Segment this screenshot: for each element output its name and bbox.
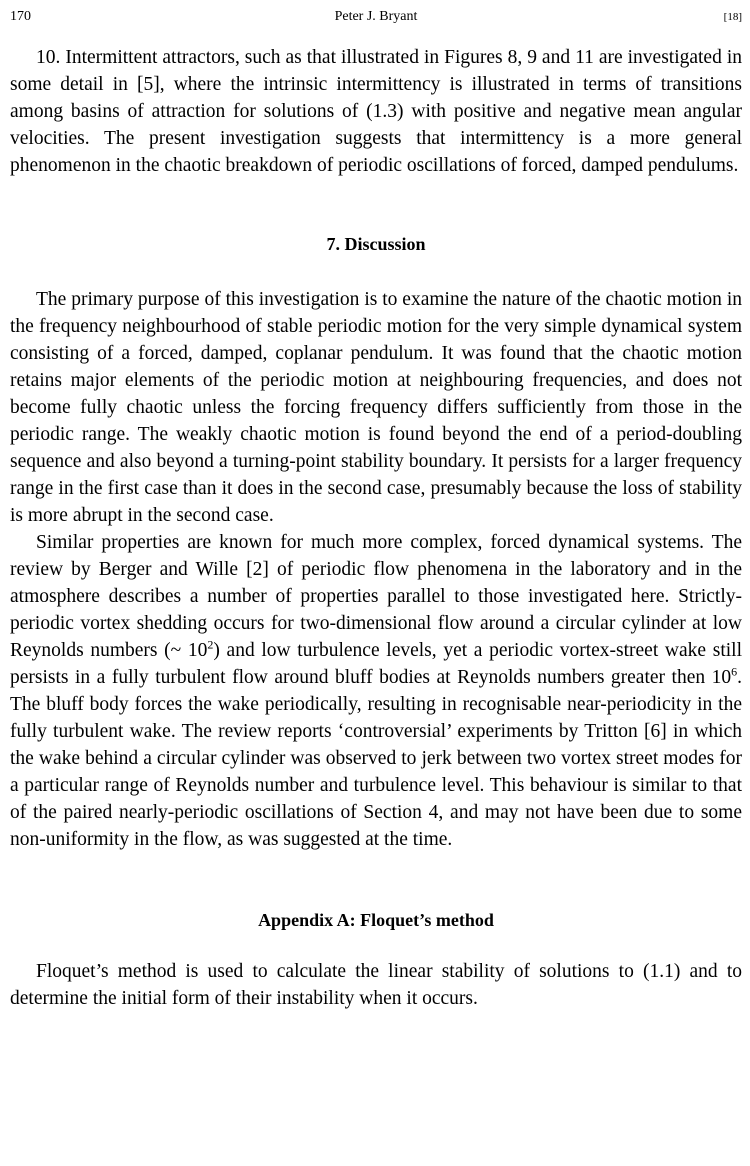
discussion-heading: 7. Discussion <box>326 234 426 254</box>
discussion-paragraph-2-part-b: ) and low turbulence levels, yet a periodic vortex-street wake still persists in a fully turbulent flow around bluff bodies at Reynolds numbers greater then 10 <box>10 640 742 688</box>
discussion-paragraph-2-part-c: . The bluff body forces the wake periodically, resulting in recognisable near-periodicity in the fully turbulent wake. The review reports ‘controversial’ experiments by Tritton [6] in which the wake behind a circular cylinder was observed to jerk between two vortex street modes for a particular range of Reynolds number and turbulence level. This behaviour is similar to that of the paired nearly-periodic oscillations of Section 4, and may not have been due to some non-uniformity in the flow, as was suggested at the time. <box>10 667 742 850</box>
running-head <box>10 6 742 28</box>
exponent-6: 6 <box>731 664 738 679</box>
discussion-paragraph-2 <box>10 529 742 853</box>
discussion-paragraph-1: The primary purpose of this investigation is to examine the nature of the chaotic motion in the frequency neighbourhood of stable periodic motion for the very simple dynamical system consisting of a forced, damped, coplanar pendulum. It was found that the chaotic motion retains major elements of the periodic motion at neighbouring frequencies, and does not become fully chaotic unless the forcing frequency differs sufficiently from those in the periodic range. The weakly chaotic motion is found beyond the end of a period-doubling sequence and also beyond a turning-point stability boundary. It persists for a larger frequency range in the first case than it does in the second case, presumably because the loss of stability is more abrupt in the second case. <box>10 289 742 526</box>
exponent-2: 2 <box>207 637 214 652</box>
appendix-heading: Appendix A: Floquet’s method <box>258 910 494 930</box>
page-number: 170 <box>10 9 31 24</box>
discussion-paragraph-2-part-a: Similar properties are known for much more complex, forced dynamical systems. The review by Berger and Wille [2] of periodic flow phenomena in the laboratory and in the atmosphere describes a number of properties parallel to those investigated here. Strictly-periodic vortex shedding occurs for two-dimensional flow around a circular cylinder at low Reynolds numbers (~ 10 <box>10 532 742 661</box>
intermittency-paragraph: 10. Intermittent attractors, such as that illustrated in Figures 8, 9 and 11 are investigated in some detail in [5], where the intrinsic intermittency is illustrated in terms of transitions among basins of attraction for solutions of (1.3) with positive and negative mean angular velocities. The present investigation suggests that intermittency is a more general phenomenon in the chaotic breakdown of periodic oscillations of forced, damped pendulums. <box>10 47 742 176</box>
page <box>10 6 742 1012</box>
running-head-ref: [18] <box>723 11 742 23</box>
running-head-author: Peter J. Bryant <box>334 9 418 24</box>
appendix-paragraph: Floquet’s method is used to calculate the linear stability of solutions to (1.1) and to determine the initial form of their instability when it occurs. <box>10 961 742 1009</box>
